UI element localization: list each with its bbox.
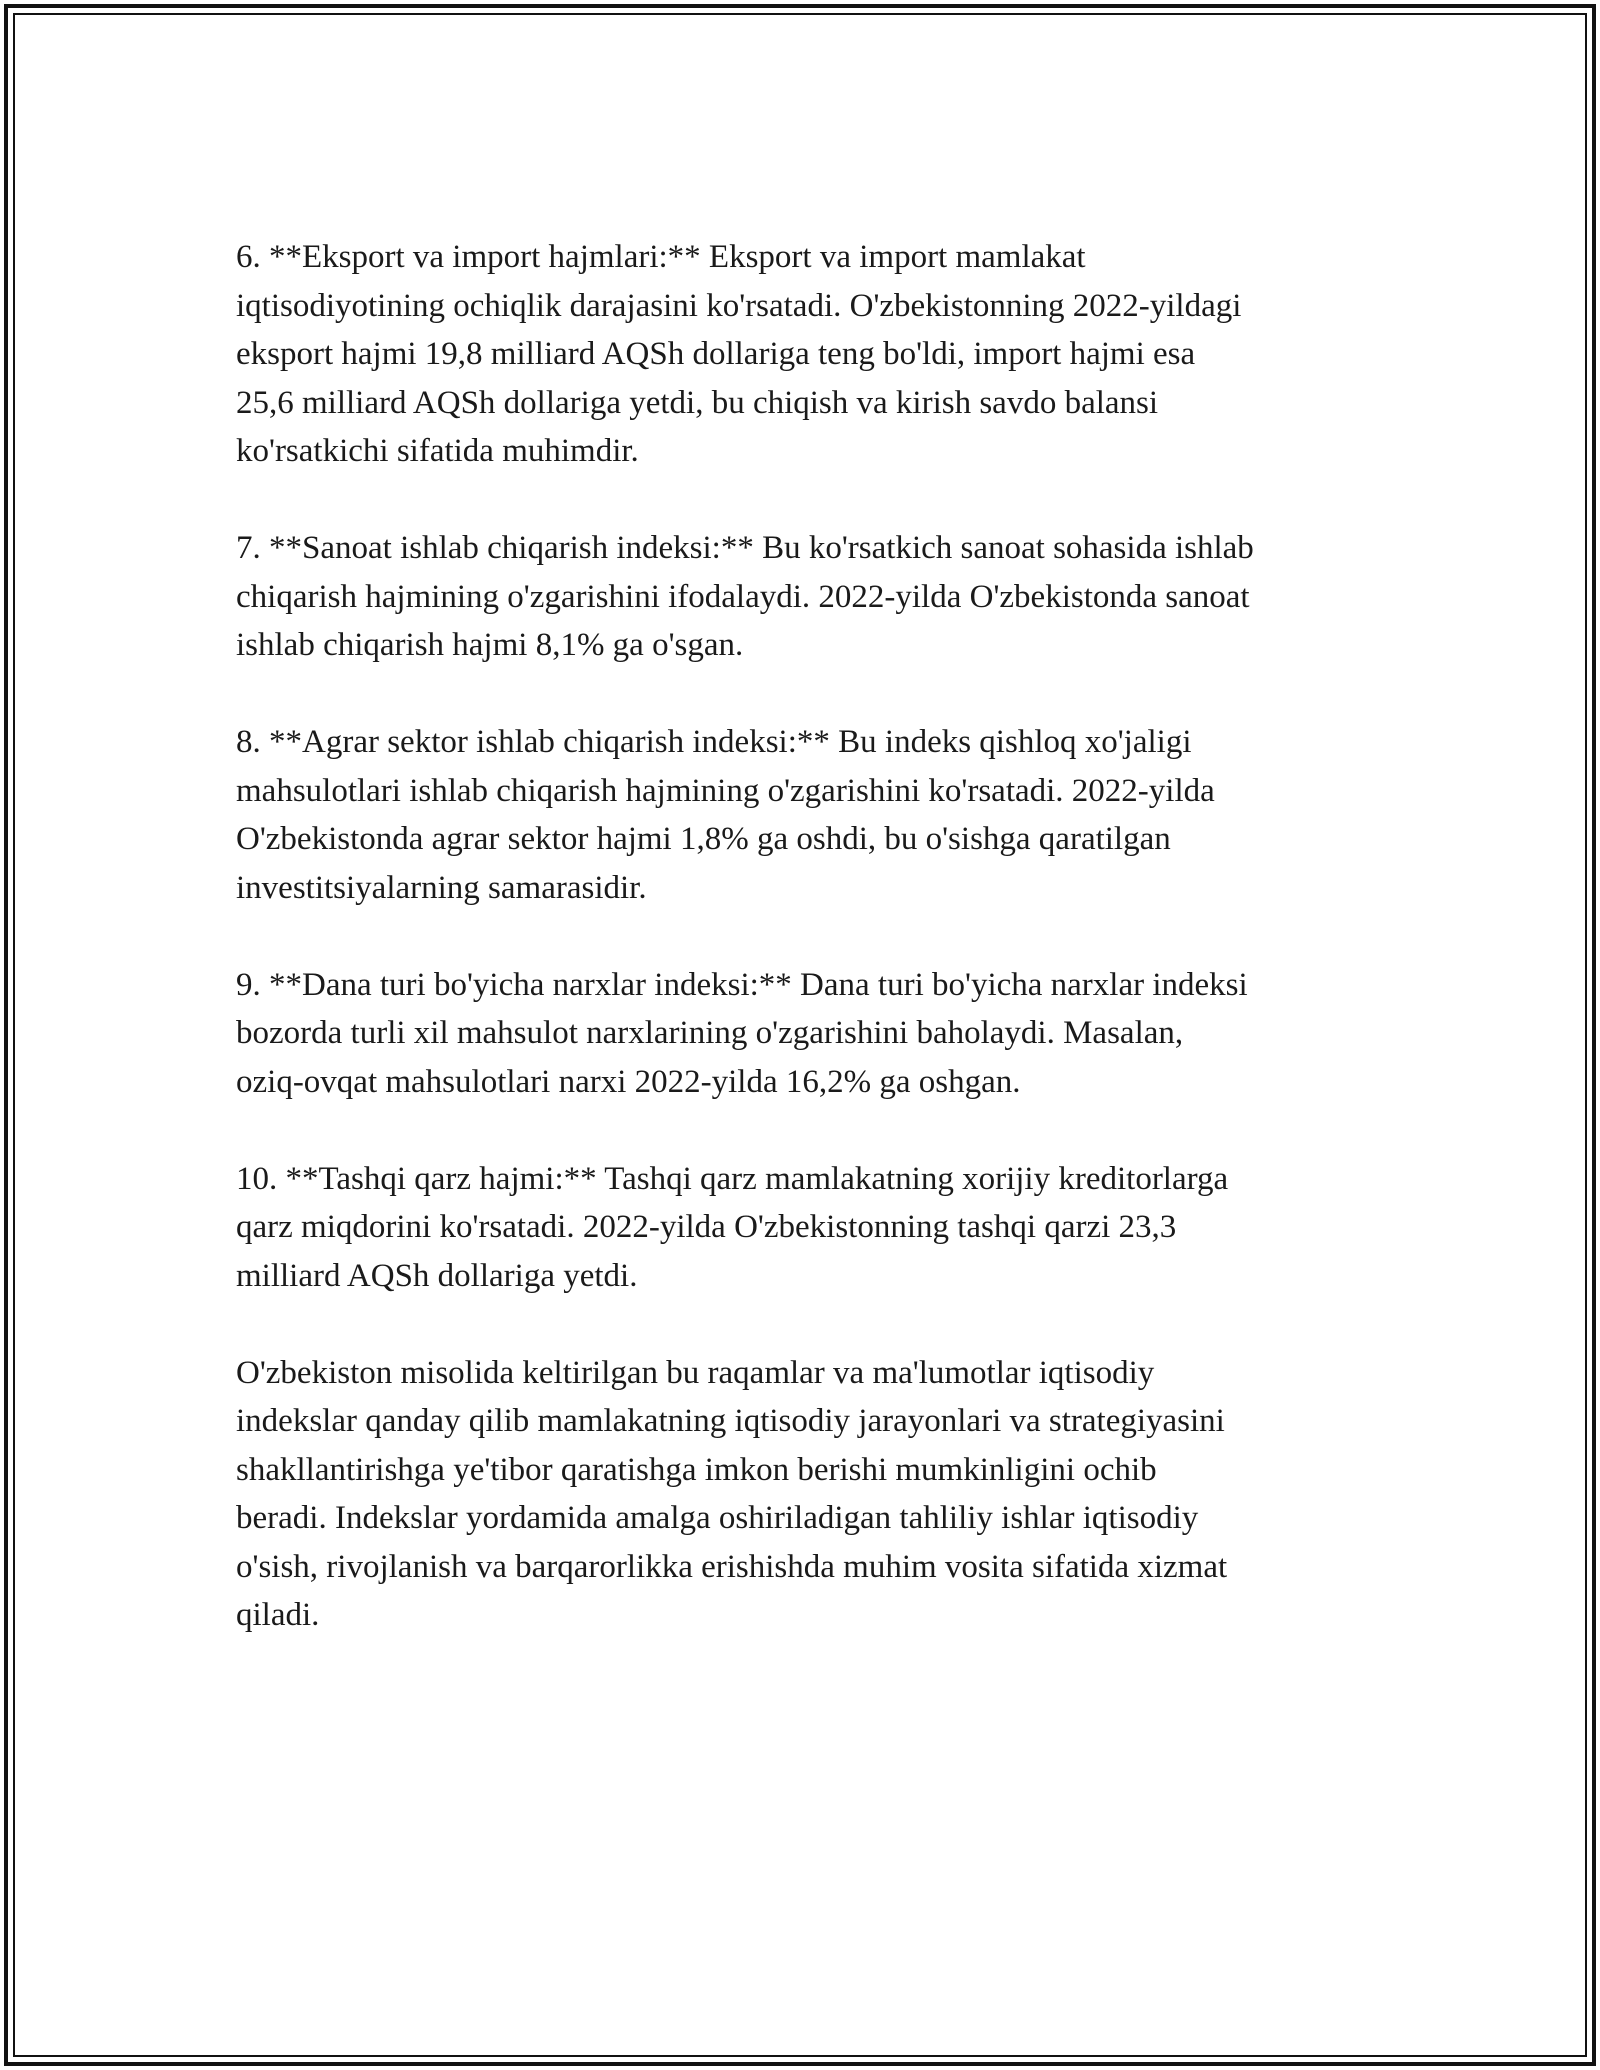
paragraph-agrarian-index: 8. **Agrar sektor ishlab chiqarish indeksi:** Bu indeks qishloq xo'jaligi mahsulotlari ishlab chiqarish hajmining o'zgarishini ko'rsatadi. 2022-yilda O'zbekistonda agrar sektor hajmi 1,8% ga oshdi, bu o'sishga qaratilgan investitsiyalarning samarasidir. bbox=[236, 724, 1215, 906]
document-body bbox=[236, 233, 1386, 1688]
paragraph-industrial-index: 7. **Sanoat ishlab chiqarish indeksi:** Bu ko'rsatkich sanoat sohasida ishlab chiqarish hajmining o'zgarishini ifodalaydi. 2022-yilda O'zbekistonda sanoat ishlab chiqarish hajmi 8,1% ga o'sgan. bbox=[236, 530, 1254, 663]
paragraph-price-index: 9. **Dana turi bo'yicha narxlar indeksi:** Dana turi bo'yicha narxlar indeksi bozorda turli xil mahsulot narxlarining o'zgarishini baholaydi. Masalan, oziq-ovqat mahsulotlari narxi 2022-yilda 16,2% ga oshgan. bbox=[236, 966, 1248, 1100]
paragraph-export-import: 6. **Eksport va import hajmlari:** Eksport va import mamlakat iqtisodiyotining ochiqlik darajasini ko'rsatadi. O'zbekistonning 2022-yildagi eksport hajmi 19,8 milliard AQSh dollariga teng bo'ldi, import hajmi esa 25,6 milliard AQSh dollariga yetdi, bu chiqish va kirish savdo balansi ko'rsatkichi sifatida muhimdir. bbox=[236, 239, 1242, 469]
paragraph-conclusion: O'zbekiston misolida keltirilgan bu raqamlar va ma'lumotlar iqtisodiy indekslar qanday qilib mamlakatning iqtisodiy jarayonlari va strategiyasini shakllantirishga ye'tibor qaratishga imkon berishi mumkinligini ochib beradi. Indekslar yordamida amalga oshiriladigan tahliliy ishlar iqtisodiy o'sish, rivojlanish va barqarorlikka erishishda muhim vosita sifatida xizmat qiladi. bbox=[236, 1354, 1228, 1633]
paragraph-external-debt: 10. **Tashqi qarz hajmi:** Tashqi qarz mamlakatning xorijiy kreditorlarga qarz miqdorini ko'rsatadi. 2022-yilda O'zbekistonning tashqi qarzi 23,3 milliard AQSh dollariga yetdi. bbox=[236, 1160, 1229, 1294]
